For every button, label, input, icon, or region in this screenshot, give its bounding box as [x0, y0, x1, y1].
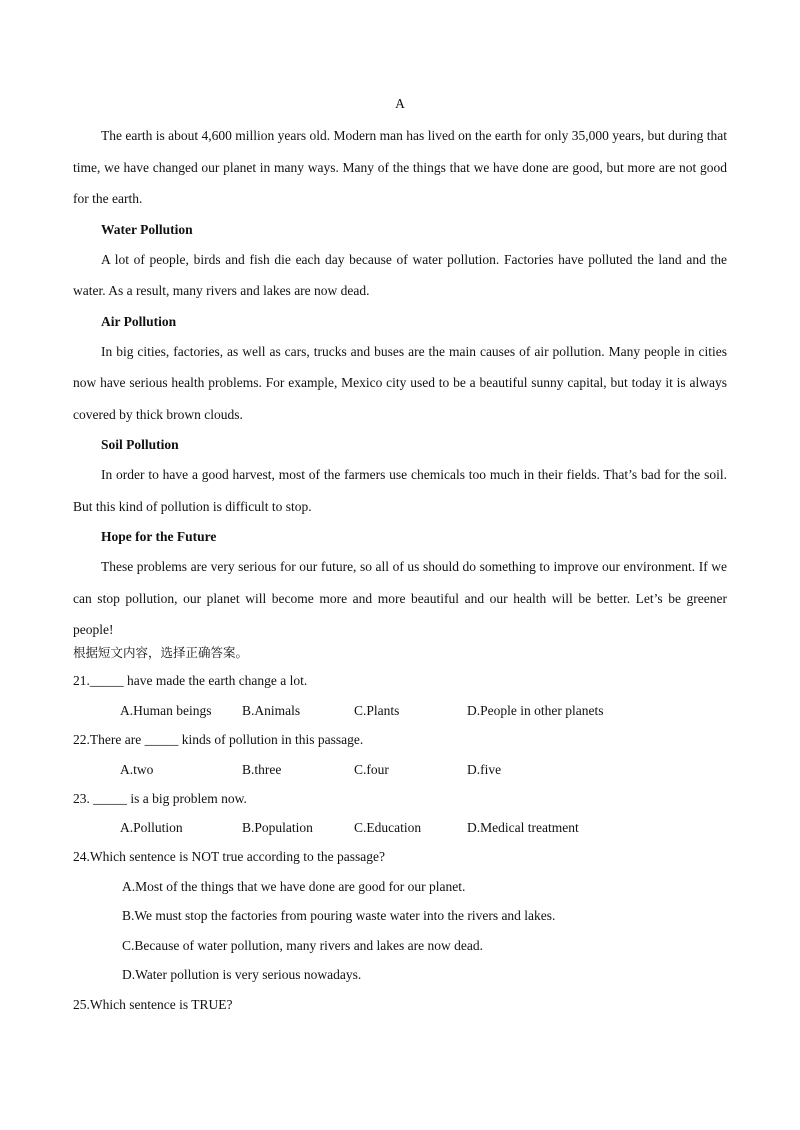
paragraph-air-pollution: In big cities, factories, as well as cars, trucks and buses are the main causes of air pollution. Many people in cities now have serious health problems. For example, Mexico city used to be a beautiful sunny capital, but today it is always covered by thick brown clouds. [73, 343, 727, 422]
q24-option-c[interactable]: C.Because of water pollution, many rivers and lakes are now dead. [122, 938, 484, 953]
q24-option-a[interactable]: A.Most of the things that we have done are good for our planet. [122, 879, 466, 894]
q22-option-d[interactable]: D.five [467, 762, 502, 777]
question-22: 22.There are _____ kinds of pollution in this passage. [73, 732, 364, 747]
heading-air-pollution: Air Pollution [101, 313, 177, 329]
q22-option-a[interactable]: A.two [120, 762, 154, 777]
question-24: 24.Which sentence is NOT true according to the passage? [73, 849, 386, 864]
q21-option-b[interactable]: B.Animals [242, 703, 301, 718]
question-21: 21._____ have made the earth change a lot. [73, 673, 308, 688]
section-letter: A [395, 96, 405, 111]
q21-option-a[interactable]: A.Human beings [120, 703, 212, 718]
intro-paragraph: The earth is about 4,600 million years old. Modern man has lived on the earth for only 35,000 years, but during that time, we have changed our planet in many ways. Many of the things that we have done are good, but more are not good for the earth. [73, 128, 727, 206]
paragraph-hope-future: These problems are very serious for our future, so all of us should do something to improve our environment. If we can stop pollution, our planet will become more and more beautiful and our health will be better. Let’s be greener people! [73, 559, 727, 637]
paragraph-soil-pollution: In order to have a good harvest, most of the farmers use chemicals too much in their fields. That’s bad for the soil. But this kind of pollution is difficult to stop. [73, 467, 727, 514]
q23-option-c[interactable]: C.Education [354, 820, 422, 835]
q23-option-d[interactable]: D.Medical treatment [467, 820, 579, 835]
q23-option-a[interactable]: A.Pollution [120, 820, 183, 835]
question-23: 23. _____ is a big problem now. [73, 791, 247, 806]
heading-water-pollution: Water Pollution [101, 221, 193, 237]
q22-option-c[interactable]: C.four [354, 762, 389, 777]
paragraph-water-pollution: A lot of people, birds and fish die each day because of water pollution. Factories have polluted the land and the water. As a result, many rivers and lakes are now dead. [73, 251, 727, 298]
q23-option-b[interactable]: B.Population [242, 820, 313, 835]
reading-passage [73, 120, 727, 646]
heading-soil-pollution: Soil Pollution [101, 437, 179, 452]
q24-option-b[interactable]: B.We must stop the factories from pouring waste water into the rivers and lakes. [122, 908, 556, 923]
question-25: 25.Which sentence is TRUE? [73, 997, 233, 1012]
q21-option-c[interactable]: C.Plants [354, 703, 400, 718]
q21-option-d[interactable]: D.People in other planets [467, 703, 604, 718]
instruction-text: 根据短文内容，选择正确答案。 [73, 645, 249, 660]
heading-hope-future: Hope for the Future [101, 529, 217, 544]
q22-option-b[interactable]: B.three [242, 762, 282, 777]
q24-option-d[interactable]: D.Water pollution is very serious nowadays. [122, 967, 362, 982]
